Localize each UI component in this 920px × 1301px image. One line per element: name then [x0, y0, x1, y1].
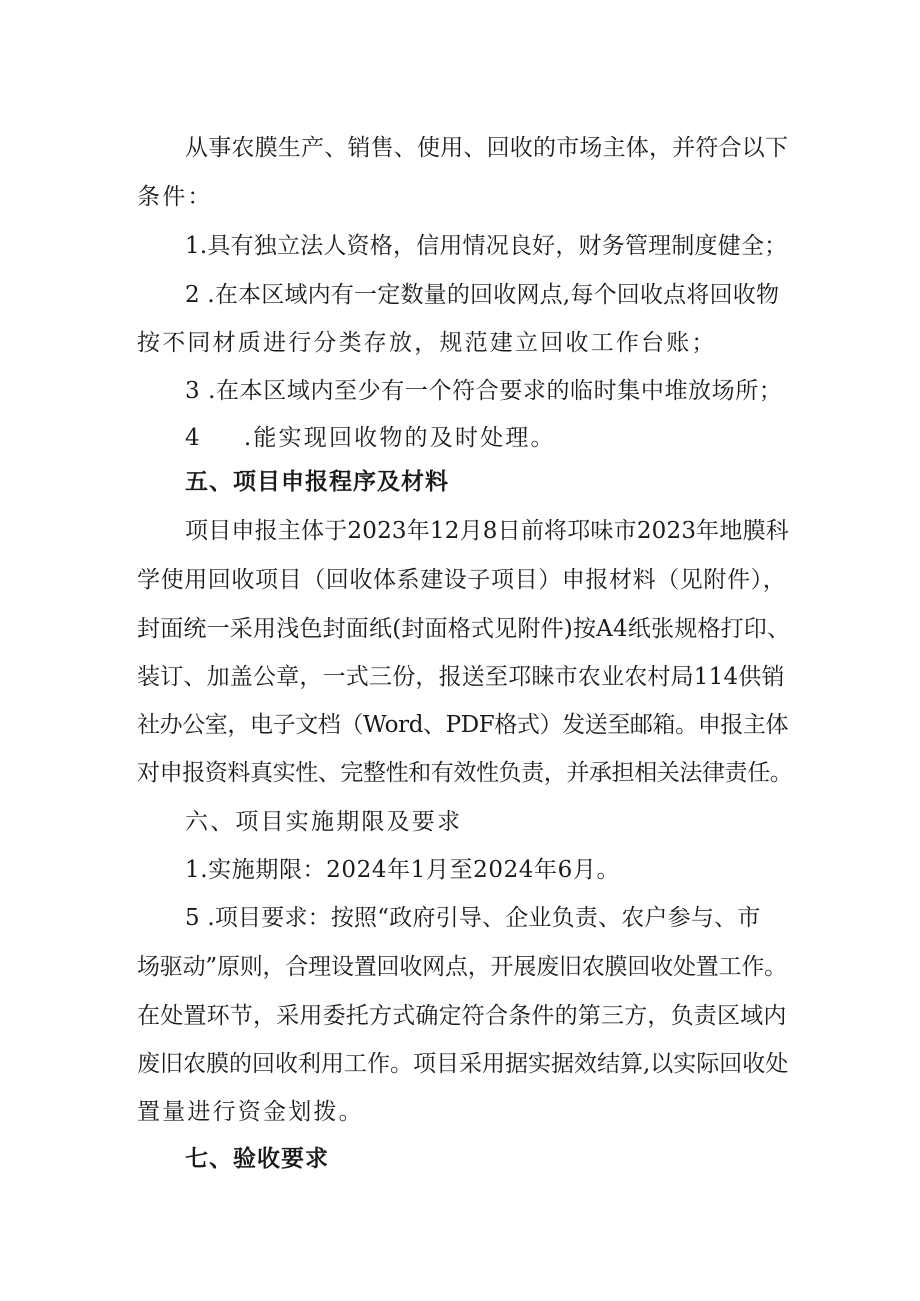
condition-1: 1.具有独立法人资格，信用情况良好，财务管理制度健全；	[185, 233, 788, 259]
section-6-item-2-line-5: 置量进行资金划拨。	[137, 1099, 364, 1125]
section-5-line-1: 项目申报主体于2023年12月8日前将邛味市2023年地膜科	[185, 518, 789, 544]
paragraph-intro-line-2: 条件：	[137, 184, 213, 210]
section-6-item-2-line-1: 5 .项目要求：按照“政府引导、企业负责、农户参与、市	[185, 905, 761, 931]
section-6-item-1: 1.实施期限：2024年1月至2024年6月。	[185, 857, 621, 883]
section-5-line-3: 封面统一采用浅色封面纸(封面格式见附件)按A4纸张规格打印、	[137, 616, 791, 642]
section-6-item-2-line-3: 在处置环节，采用委托方式确定符合条件的第三方，负责区域内	[137, 1003, 787, 1029]
section-5-line-2: 学使用回收项目（回收体系建设子项目）申报材料（见附件），	[137, 567, 787, 593]
section-6-heading: 六、项目实施期限及要求	[185, 809, 463, 835]
condition-2-line-1: 2 .在本区域内有一定数量的回收网点,每个回收点将回收物	[185, 282, 780, 308]
section-5-line-4: 装订、加盖公章，一式三份，报送至邛睐市农业农村局114供销	[137, 664, 785, 690]
section-6-item-2-line-4: 废旧农膜的回收利用工作。项目采用据实据效结算,以实际回收处	[137, 1051, 789, 1077]
condition-4-number: 4	[185, 425, 202, 451]
section-5-line-5: 社办公室，电子文档（Word、PDF格式）发送至邮箱。申报主体	[137, 712, 789, 738]
section-7-heading: 七、验收要求	[185, 1146, 329, 1172]
condition-3: 3 .在本区域内至少有一个符合要求的临时集中堆放场所；	[185, 378, 783, 404]
section-5-line-6: 对申报资料真实性、完整性和有效性负责，并承担相关法律责任。	[137, 760, 793, 786]
condition-4-text: .能实现回收物的及时处理。	[243, 425, 556, 451]
section-6-item-2-line-2: 场驱动”原则，合理设置回收网点，开展废旧农膜回收处置工作。	[137, 954, 787, 980]
section-5-heading: 五、项目申报程序及材料	[185, 469, 449, 495]
condition-2-line-2: 按不同材质进行分类存放，规范建立回收工作台账；	[137, 330, 717, 356]
paragraph-intro-line-1: 从事农膜生产、销售、使用、回收的市场主体，并符合以下	[185, 135, 789, 161]
condition-4	[185, 422, 556, 454]
